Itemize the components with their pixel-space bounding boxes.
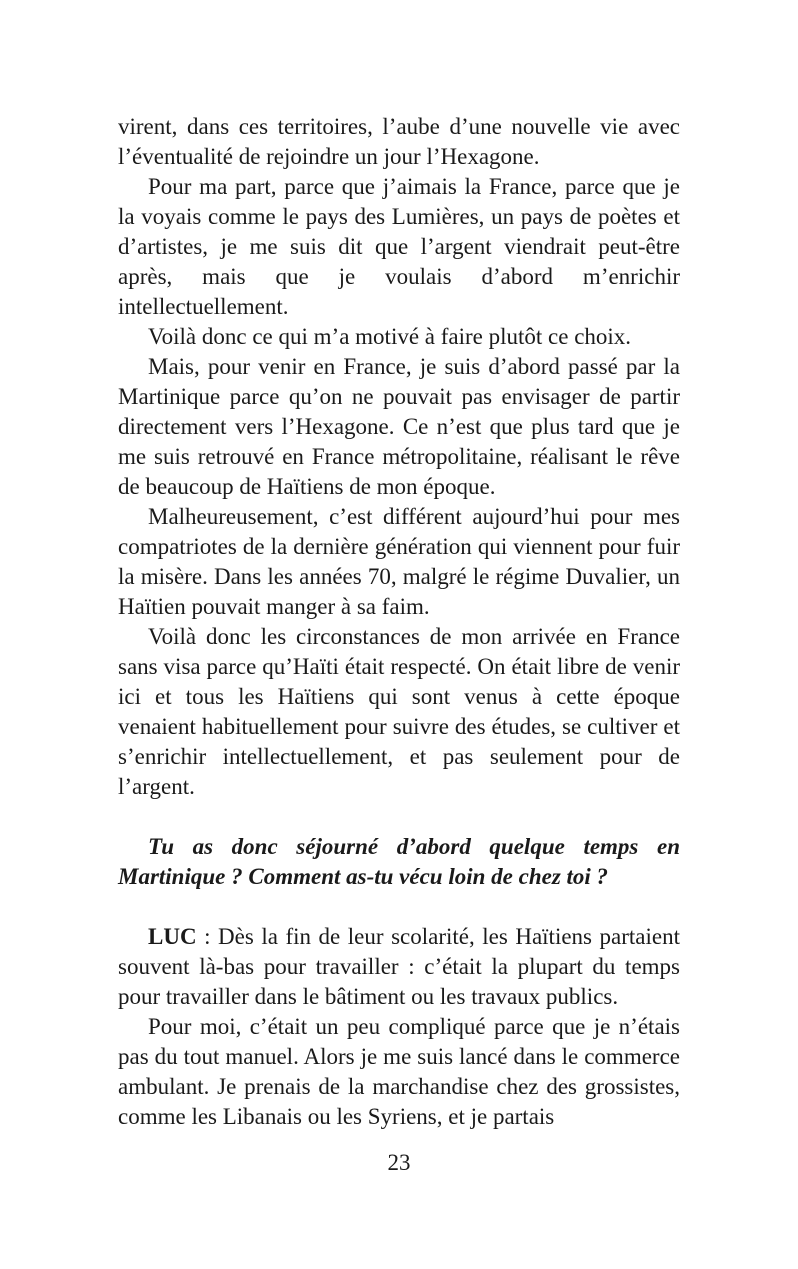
answer-paragraph	[118, 922, 680, 1012]
paragraph-love-of-france: Pour ma part, parce que j’aimais la France, parce que je la voyais comme le pays des Lumières, un pays de poètes et d’artistes, je me suis dit que l’argent viendrait peut-être après, mais que je voulais d’abord m’enrichir intellectuellement.	[118, 174, 680, 319]
paragraph-new-generation: Malheureusement, c’est différent aujourd’hui pour mes compatriotes de la dernière génération qui viennent pour fuir la misère. Dans les années 70, malgré le régime Duvalier, un Haïtien pouvait manger à sa faim.	[118, 504, 680, 619]
answer-text: : Dès la fin de leur scolarité, les Haïtiens partaient souvent là-bas pour travailler : c’était la plupart du temps pour travailler dans le bâtiment ou les travaux publics.	[118, 924, 680, 1009]
paragraph-street-commerce: Pour moi, c’était un peu compliqué parce que je n’étais pas du tout manuel. Alors je me suis lancé dans le commerce ambulant. Je prenais de la marchandise chez des grossistes, comme les Libanais ou les Syriens, et je partais	[118, 1014, 680, 1129]
paragraph-arrival-circumstances: Voilà donc les circonstances de mon arrivée en France sans visa parce qu’Haïti était respecté. On était libre de venir ici et tous les Haïtiens qui sont venus à cette époque venaient habituellement pour suivre des études, se cultiver et s’enrichir intellectuellement, et pas seulement pour de l’argent.	[118, 624, 680, 799]
paragraph-motivation: Voilà donc ce qui m’a motivé à faire plutôt ce choix.	[148, 324, 632, 349]
page-number: 23	[387, 1150, 411, 1175]
interview-question: Tu as donc séjourné d’abord quelque temps en Martinique ? Comment as-tu vécu loin de chez toi ?	[118, 834, 680, 889]
paragraph-continuation: virent, dans ces territoires, l’aube d’une nouvelle vie avec l’éventualité de rejoindre un jour l’Hexagone.	[118, 114, 680, 169]
paragraph-martinique-route: Mais, pour venir en France, je suis d’abord passé par la Martinique parce qu’on ne pouvait pas envisager de partir directement vers l’Hexagone. Ce n’est que plus tard que je me suis retrouvé en France métropolitaine, réalisant le rêve de beaucoup de Haïtiens de mon époque.	[118, 354, 680, 499]
speaker-name: LUC	[148, 924, 197, 949]
book-page-text	[118, 112, 680, 1132]
